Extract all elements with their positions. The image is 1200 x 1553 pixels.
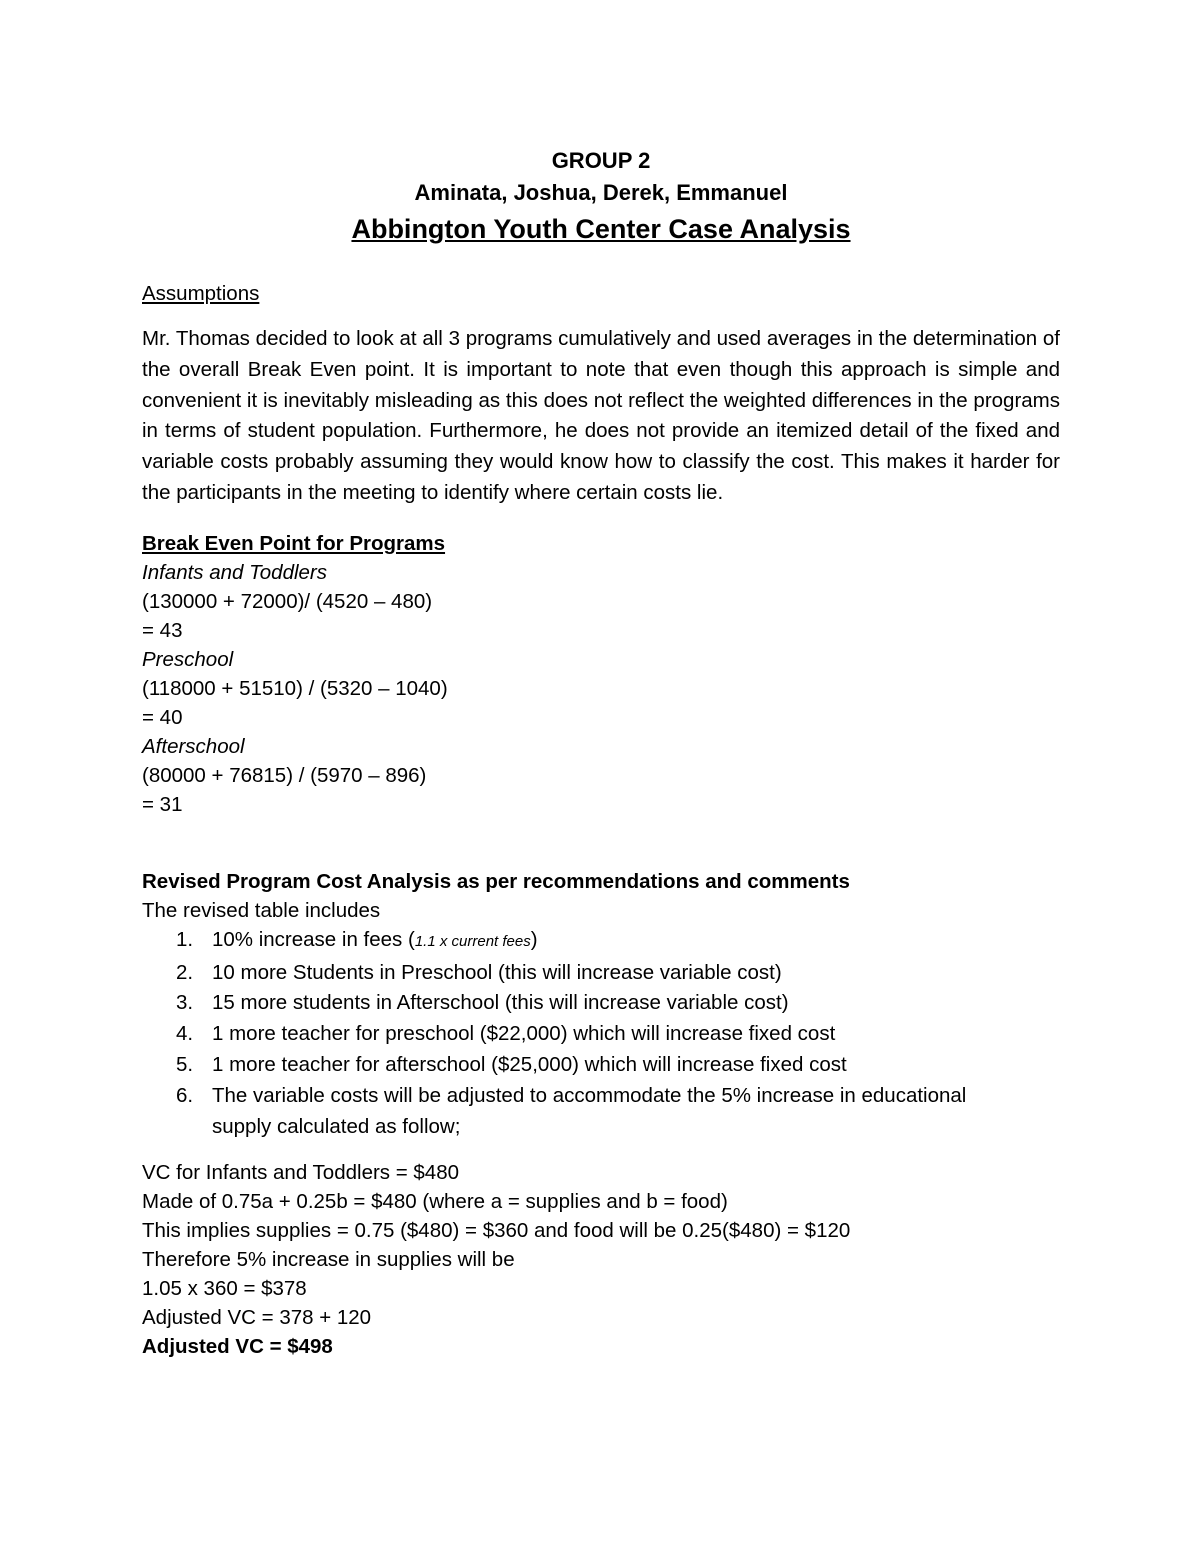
list-item-number: 1. — [176, 927, 194, 951]
revised-analysis-heading: Revised Program Cost Analysis as per recommendations and comments — [142, 869, 850, 893]
vc-calculation — [142, 1158, 1060, 1361]
list-item-text-end: ) — [530, 927, 538, 951]
list-item-text: 1 more teacher for afterschool ($25,000) which will increase fixed cost — [212, 1052, 847, 1076]
break-even-program-afterschool — [142, 732, 1060, 819]
break-even-program-preschool — [142, 645, 1060, 732]
program-name: Infants and Toddlers — [142, 560, 328, 584]
program-formula: (118000 + 51510) / (5320 – 1040) — [142, 676, 448, 700]
authors-line: Aminata, Joshua, Derek, Emmanuel — [414, 180, 788, 205]
adjusted-vc-result: Adjusted VC = $498 — [142, 1335, 333, 1359]
document-content — [142, 145, 1060, 1361]
program-name: Afterschool — [142, 734, 245, 758]
program-result: = 40 — [142, 705, 183, 729]
list-item-number: 2. — [176, 960, 194, 984]
document-title: Abbington Youth Center Case Analysis — [351, 214, 851, 244]
program-formula: (130000 + 72000)/ (4520 – 480) — [142, 589, 433, 613]
assumptions-heading: Assumptions — [142, 282, 260, 305]
list-item-number: 4. — [176, 1022, 194, 1046]
program-formula: (80000 + 76815) / (5970 – 896) — [142, 763, 427, 787]
assumptions-paragraph: Mr. Thomas decided to look at all 3 programs cumulatively and used averages in the determination of the overall Break Even point. It is important to note that even though this approach is simple and convenient it is inevitably misleading as this does not reflect the weighted differences in the programs in terms of student population. Furthermore, he does not provide an itemized detail of the fixed and variable costs probably assuming they would know how to classify the cost. This makes it harder for the participants in the meeting to identify where certain costs lie. — [142, 327, 1060, 504]
list-item — [176, 988, 1060, 1019]
vc-line: Therefore 5% increase in supplies will be — [142, 1248, 515, 1272]
list-item-text: 1 more teacher for preschool ($22,000) which will increase fixed cost — [212, 1022, 836, 1046]
program-result: = 31 — [142, 792, 183, 816]
group-label: GROUP 2 — [551, 148, 651, 173]
vc-line: This implies supplies = 0.75 ($480) = $360 and food will be 0.25($480) = $120 — [142, 1219, 851, 1243]
list-item-note: 1.1 x current fees — [414, 932, 531, 950]
list-item-number: 3. — [176, 991, 194, 1015]
list-item-text: 15 more students in Afterschool (this will increase variable cost) — [212, 991, 789, 1015]
break-even-heading: Break Even Point for Programs — [142, 531, 446, 555]
list-item-text: 10 more Students in Preschool (this will increase variable cost) — [212, 960, 782, 984]
vc-line: VC for Infants and Toddlers = $480 — [142, 1161, 460, 1185]
list-item — [176, 925, 1060, 958]
list-item-text: 10% increase in fees ( — [212, 927, 415, 951]
vc-line: 1.05 x 360 = $378 — [142, 1277, 307, 1301]
revised-intro: The revised table includes — [142, 898, 381, 922]
program-result: = 43 — [142, 618, 183, 642]
vc-line: Made of 0.75a + 0.25b = $480 (where a = supplies and b = food) — [142, 1190, 728, 1214]
break-even-program-infants — [142, 558, 1060, 645]
list-item-number: 5. — [176, 1052, 194, 1076]
revisions-list — [142, 925, 1060, 1143]
list-item — [176, 1019, 1060, 1050]
document-header — [142, 145, 1060, 249]
list-item-number: 6. — [176, 1083, 194, 1107]
list-item — [176, 1050, 1060, 1081]
vc-line: Adjusted VC = 378 + 120 — [142, 1306, 372, 1330]
list-item — [176, 1081, 1012, 1143]
list-item-text: The variable costs will be adjusted to accommodate the 5% increase in educational supply calculated as follow; — [212, 1083, 967, 1138]
list-item — [176, 958, 1060, 989]
program-name: Preschool — [142, 647, 234, 671]
